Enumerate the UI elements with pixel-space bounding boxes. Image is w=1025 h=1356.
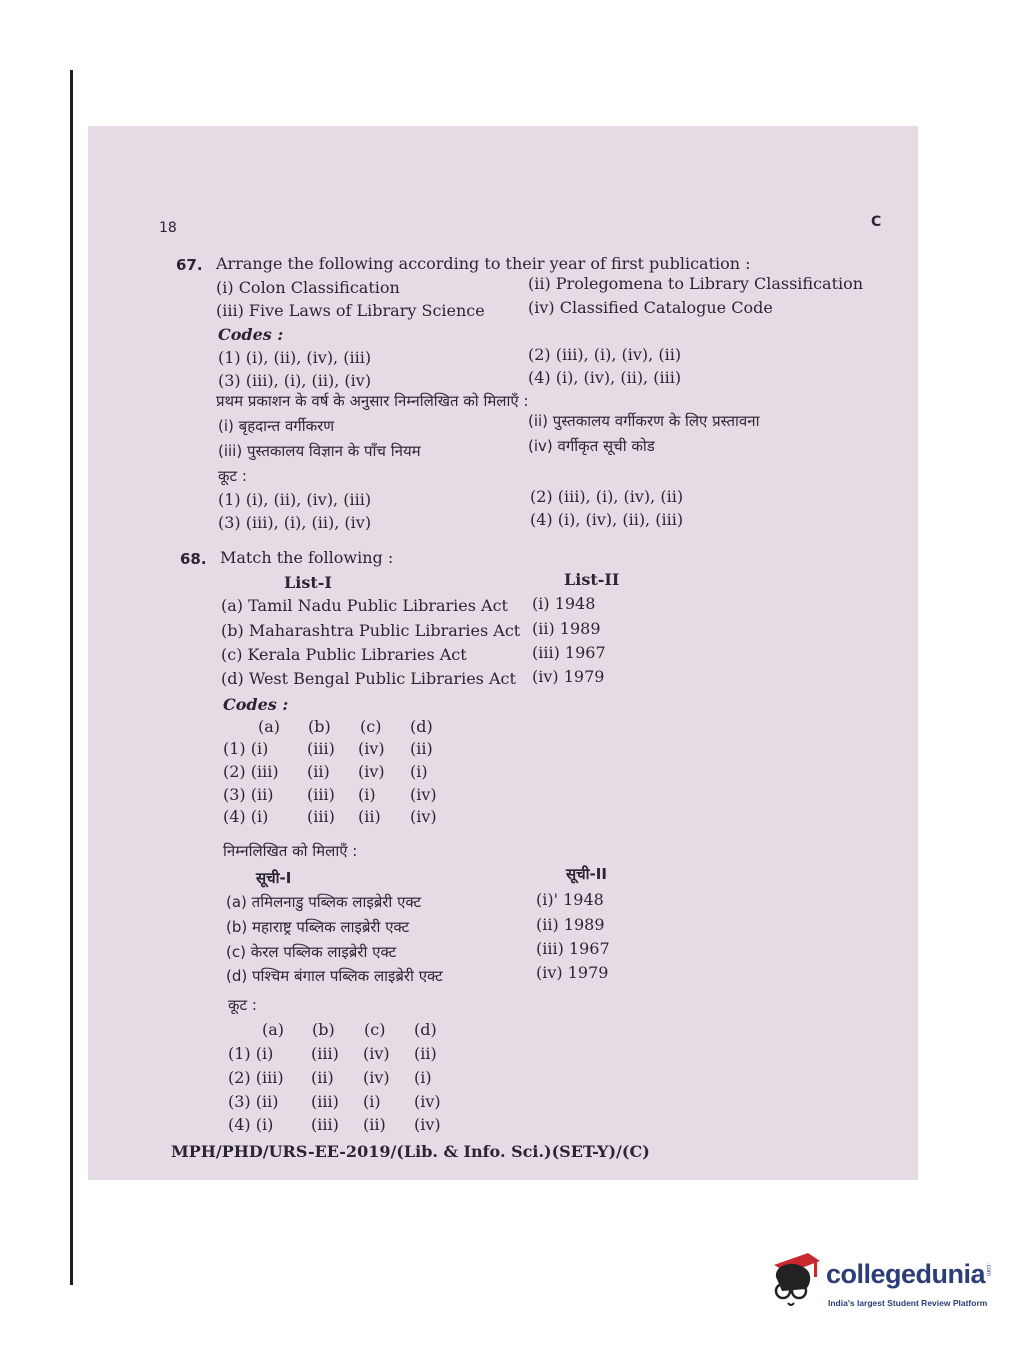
- list-item: (iii) 1967: [536, 939, 610, 958]
- hindi-list-item: (a) तमिलनाडु पब्लिक लाइब्रेरी एक्ट: [226, 893, 422, 911]
- scan-edge: [70, 70, 73, 1285]
- list-item: (c) Kerala Public Libraries Act: [221, 645, 467, 664]
- code-cell: (ii): [311, 1068, 334, 1087]
- code-cell: (iv): [363, 1044, 390, 1063]
- hindi-codes-label: कूट :: [228, 996, 257, 1014]
- code-cell: (iv): [410, 785, 437, 804]
- option: (1) (i), (ii), (iv), (iii): [218, 348, 372, 367]
- hindi-item: (iii) पुस्तकालय विज्ञान के पाँच नियम: [218, 442, 421, 460]
- code-cell: (iv): [414, 1092, 441, 1111]
- hindi-list-item: (c) केरल पब्लिक लाइब्रेरी एक्ट: [226, 943, 397, 961]
- code-cell: (iii): [311, 1115, 339, 1134]
- code-cell: (iii): [307, 807, 335, 826]
- code-cell: (ii): [307, 762, 330, 781]
- code-cell: (ii): [410, 739, 433, 758]
- paper-code-footer: MPH/PHD/URS-EE-2019/(Lib. & Info. Sci.)(SET-Y)/(C): [171, 1142, 650, 1161]
- code-cell: (iii): [311, 1044, 339, 1063]
- option: (1) (i), (ii), (iv), (iii): [218, 490, 372, 509]
- list-item: (iv) 1979: [536, 963, 609, 982]
- code-header: (c): [364, 1020, 386, 1039]
- brand-tagline: India's largest Student Review Platform: [828, 1298, 988, 1308]
- code-cell: (4) (i): [223, 807, 269, 826]
- question-number: 68.: [180, 550, 207, 568]
- codes-label: Codes :: [218, 325, 284, 344]
- code-cell: (i): [358, 785, 376, 804]
- code-cell: (4) (i): [228, 1115, 274, 1134]
- code-cell: (i): [410, 762, 428, 781]
- list-header: List-I: [284, 573, 332, 592]
- code-cell: (iv): [358, 739, 385, 758]
- option: (2) (iii), (i), (iv), (ii): [528, 345, 682, 364]
- option: (3) (iii), (i), (ii), (iv): [218, 371, 372, 390]
- page-number: 18: [159, 220, 177, 236]
- exam-page: [88, 126, 918, 1180]
- list-item: (ii) 1989: [536, 915, 605, 934]
- code-cell: (3) (ii): [223, 785, 274, 804]
- code-header: (a): [262, 1020, 285, 1039]
- code-cell: (2) (iii): [228, 1068, 284, 1087]
- code-cell: (1) (i): [228, 1044, 274, 1063]
- question-text: Match the following :: [220, 548, 394, 567]
- code-cell: (iii): [311, 1092, 339, 1111]
- hindi-item: (iv) वर्गीकृत सूची कोड: [528, 437, 655, 455]
- code-header: (d): [414, 1020, 437, 1039]
- hindi-list-header: सूची-II: [566, 865, 607, 883]
- code-header: (b): [308, 717, 331, 736]
- list-item: (a) Tamil Nadu Public Libraries Act: [221, 596, 508, 615]
- brand-dotcom: .com: [985, 1263, 991, 1277]
- list-item: (d) West Bengal Public Libraries Act: [221, 669, 516, 688]
- question-number: 67.: [176, 256, 203, 274]
- item: (iii) Five Laws of Library Science: [216, 301, 485, 320]
- code-cell: (i): [414, 1068, 432, 1087]
- code-cell: (ii): [358, 807, 381, 826]
- list-item: (ii) 1989: [532, 619, 601, 638]
- collegedunia-logo: [768, 1245, 998, 1315]
- code-cell: (i): [363, 1092, 381, 1111]
- hindi-list-item: (b) महाराष्ट्र पब्लिक लाइब्रेरी एक्ट: [226, 918, 410, 936]
- code-cell: (iv): [358, 762, 385, 781]
- list-item: (i) 1948: [532, 594, 596, 613]
- list-item: (iii) 1967: [532, 643, 606, 662]
- question-text: Arrange the following according to their year of first publication :: [216, 254, 751, 273]
- code-cell: (2) (iii): [223, 762, 279, 781]
- code-cell: (3) (ii): [228, 1092, 279, 1111]
- hindi-question-text: निम्नलिखित को मिलाएँ :: [223, 842, 358, 860]
- code-header: (a): [258, 717, 281, 736]
- list-item: (b) Maharashtra Public Libraries Act: [221, 621, 521, 640]
- item: (iv) Classified Catalogue Code: [528, 298, 773, 317]
- list-item: (i)' 1948: [536, 890, 604, 909]
- set-letter: C: [871, 214, 882, 230]
- code-cell: (iv): [410, 807, 437, 826]
- item: (i) Colon Classification: [216, 278, 400, 297]
- option: (4) (i), (iv), (ii), (iii): [528, 368, 682, 387]
- hindi-item: (ii) पुस्तकालय वर्गीकरण के लिए प्रस्तावना: [528, 412, 760, 430]
- code-cell: (ii): [414, 1044, 437, 1063]
- list-header: List-II: [564, 570, 620, 589]
- code-header: (b): [312, 1020, 335, 1039]
- option: (4) (i), (iv), (ii), (iii): [530, 510, 684, 529]
- hindi-list-header: सूची-I: [256, 869, 292, 887]
- code-cell: (iv): [414, 1115, 441, 1134]
- item: (ii) Prolegomena to Library Classification: [528, 274, 864, 293]
- hindi-item: (i) बृहदान्त वर्गीकरण: [218, 417, 335, 435]
- code-cell: (iv): [363, 1068, 390, 1087]
- code-cell: (iii): [307, 739, 335, 758]
- codes-label: Codes :: [223, 695, 289, 714]
- code-header: (d): [410, 717, 433, 736]
- mascot-icon: [768, 1245, 828, 1311]
- code-cell: (iii): [307, 785, 335, 804]
- option: (3) (iii), (i), (ii), (iv): [218, 513, 372, 532]
- hindi-question-text: प्रथम प्रकाशन के वर्ष के अनुसार निम्नलिखित को मिलाएँ :: [216, 392, 529, 410]
- option: (2) (iii), (i), (iv), (ii): [530, 487, 684, 506]
- brand-name: collegedunia: [826, 1259, 986, 1289]
- code-cell: (ii): [363, 1115, 386, 1134]
- code-cell: (1) (i): [223, 739, 269, 758]
- hindi-codes-label: कूट :: [218, 467, 247, 485]
- code-header: (c): [360, 717, 382, 736]
- list-item: (iv) 1979: [532, 667, 605, 686]
- hindi-list-item: (d) पश्चिम बंगाल पब्लिक लाइब्रेरी एक्ट: [226, 967, 443, 985]
